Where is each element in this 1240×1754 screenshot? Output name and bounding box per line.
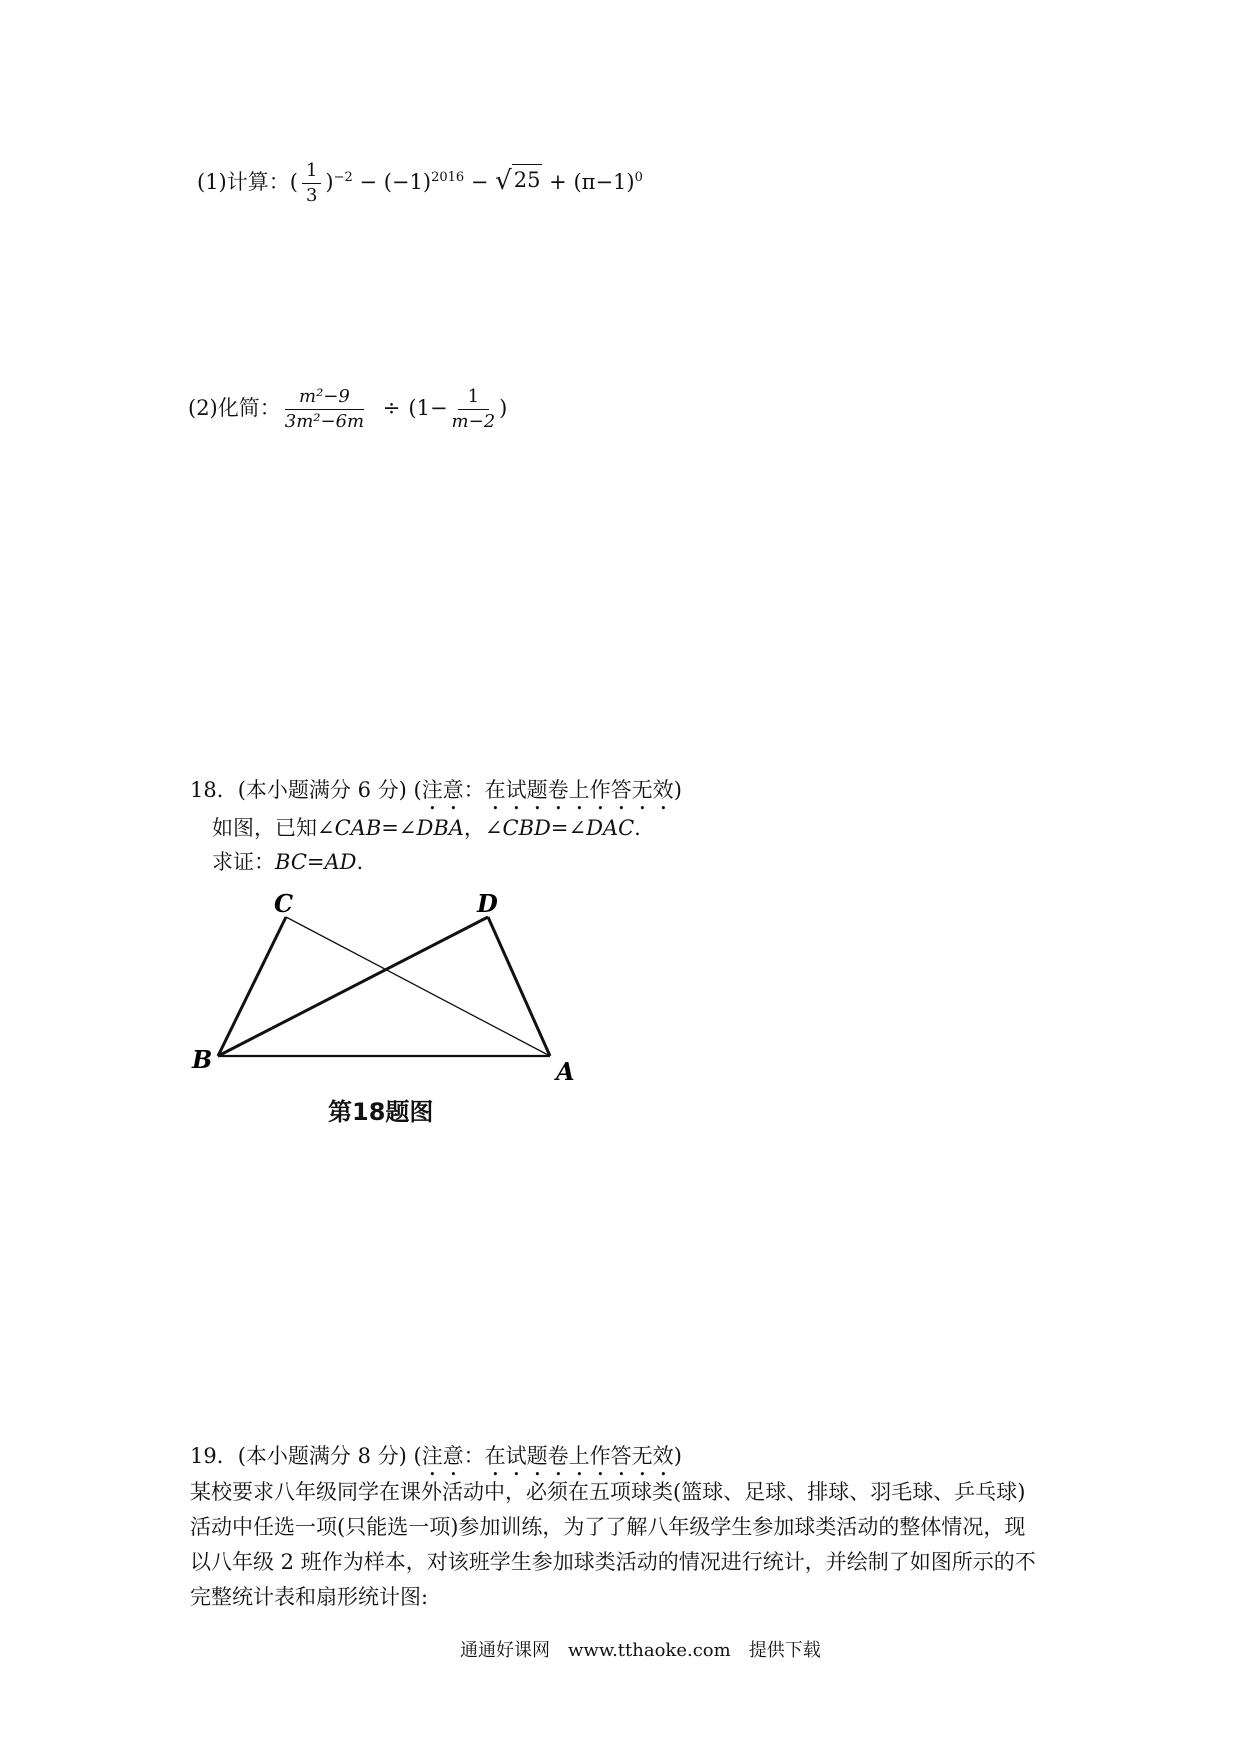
segment-BD <box>218 917 488 1056</box>
fraction-1-over-m-2: $\frac{1}{m-2}$ <box>451 386 496 432</box>
segment-BC <box>218 917 286 1056</box>
label-A: A <box>556 1057 575 1086</box>
q19-para-line3: 以八年级 2 班作为样本，对该班学生参加球类活动的情况进行统计，并绘制了如图所示的不 <box>190 1550 1036 1574</box>
q17-part2-label: (2)化简： <box>188 396 281 420</box>
label-D: D <box>477 889 498 918</box>
q17-part2: (2)化简： $\frac{\text{m²−9}}{\text{3m²−6m}}$ ÷ (1− $\frac{1}{m-2}$ ) <box>188 386 508 432</box>
segment-CA <box>286 917 550 1056</box>
q18-figure-caption: 第18题图 <box>328 1098 434 1126</box>
fraction-one-third: $\frac{1}{3}$ <box>302 162 321 205</box>
q18-prove: 求证：BC=AD. <box>212 850 364 874</box>
q19-para-line1: 某校要求八年级同学在课外活动中，必须在五项球类(篮球、足球、排球、羽毛球、乒乓球) <box>190 1480 1026 1504</box>
q19-para-line4: 完整统计表和扇形统计图: <box>190 1585 429 1609</box>
q18-header: 18．(本小题满分 6 分) (注意：在试题卷上作答无效) <box>190 778 682 802</box>
q19-note: 注意：在试题卷上作答无效 <box>421 1444 674 1468</box>
exponent-neg2: −2 <box>333 170 353 185</box>
q18-figure <box>186 880 586 1110</box>
q17-part1-label: (1)计算： <box>197 170 290 194</box>
sqrt-25: √ 25 <box>495 166 541 196</box>
label-C: C <box>274 889 294 918</box>
triangle-diagram <box>186 880 586 1110</box>
q19-header: 19．(本小题满分 8 分) (注意：在试题卷上作答无效) <box>190 1444 682 1468</box>
label-B: B <box>192 1045 213 1074</box>
fraction-m2-9: $\frac{\text{m²−9}}{\text{3m²−6m}}$ <box>284 386 365 432</box>
page-footer: 通通好课网 www.tthaoke.com 提供下载 <box>460 1640 821 1661</box>
q17-part1: (1)计算：( $\frac{1}{3}$ )$^{-2} - (-1)^{2016}$ − √ 25 + $(\pi-1)^0$ <box>197 160 643 206</box>
segment-DA <box>488 917 550 1056</box>
q18-note: 注意：在试题卷上作答无效 <box>421 778 674 802</box>
q19-para-line2: 活动中任选一项(只能选一项)参加训练，为了了解八年级学生参加球类活动的整体情况，现 <box>190 1515 1026 1539</box>
q18-given: 如图，已知∠CAB=∠DBA，∠CBD=∠DAC. <box>212 816 641 840</box>
